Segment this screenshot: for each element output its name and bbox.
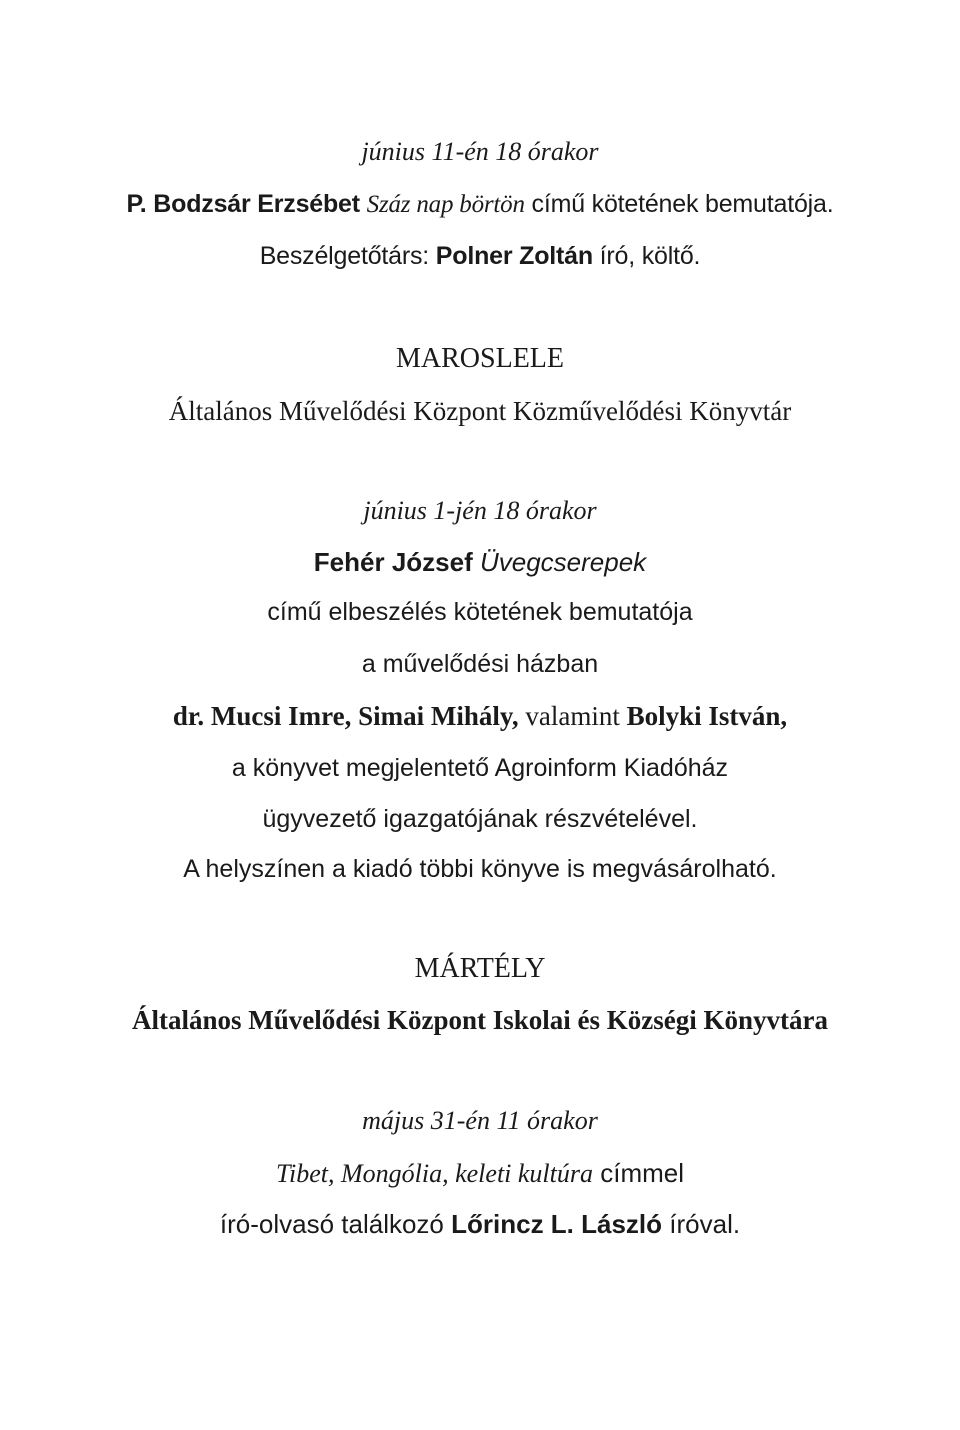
event-2-title-line xyxy=(0,549,960,575)
event-1-date: június 11-én 18 órakor xyxy=(361,137,599,166)
event-1-partner-name: Polner Zoltán xyxy=(435,242,593,270)
event-1-title-line xyxy=(0,192,960,217)
event-3-guest: Lőrincz L. László xyxy=(451,1209,663,1239)
event-1-author: P. Bodzsár Erzsébet xyxy=(126,190,360,218)
event-2-guests-joiner: valamint xyxy=(525,701,620,731)
event-2-author: Fehér József xyxy=(313,547,473,577)
event-2-guest-last: Bolyki István, xyxy=(626,701,788,731)
event-2-guests-names: dr. Mucsi Imre, Simai Mihály, xyxy=(172,701,519,731)
venue-3-institution: Általános Művelődési Központ Iskolai és Községi Könyvtára xyxy=(131,1005,828,1035)
event-3-guest-suffix: íróval. xyxy=(669,1209,741,1239)
event-2-date: június 1-jén 18 órakor xyxy=(363,496,597,525)
event-2-book-title: Üvegcserepek xyxy=(479,547,647,577)
event-3-date: május 31-én 11 órakor xyxy=(362,1106,598,1135)
event-3-meeting-line xyxy=(0,1211,960,1237)
event-3-title-line xyxy=(0,1160,960,1187)
venue-2-town: MAROSLELE xyxy=(396,343,564,374)
venue-2-institution: Általános Művelődési Központ Közművelődési Könyvtár xyxy=(168,396,792,426)
event-1-description: című kötetének bemutatója. xyxy=(531,190,834,218)
event-3-meeting-prefix: író-olvasó találkozó xyxy=(219,1209,444,1239)
event-2-publisher-line: a könyvet megjelentető Agroinform Kiadóház xyxy=(231,754,729,782)
event-1-partner-line xyxy=(0,244,960,269)
event-2-description-1: című elbeszélés kötetének bemutatója xyxy=(267,598,693,626)
event-3-title-suffix: címmel xyxy=(600,1158,685,1188)
event-3-title: Tibet, Mongólia, keleti kultúra xyxy=(275,1159,593,1188)
event-2-sales-line: A helyszínen a kiadó többi könyve is megvásárolható. xyxy=(183,855,777,883)
event-1-book-title: Száz nap börtön xyxy=(366,191,525,218)
event-1-partner-role: író, költő. xyxy=(599,242,701,270)
event-1-partner-label: Beszélgetőtárs: xyxy=(259,242,430,270)
event-2-director-line: ügyvezető igazgatójának részvételével. xyxy=(262,805,698,833)
venue-3-town: MÁRTÉLY xyxy=(414,953,546,984)
event-2-description-2: a művelődési házban xyxy=(361,650,599,678)
event-2-guests xyxy=(0,703,960,730)
